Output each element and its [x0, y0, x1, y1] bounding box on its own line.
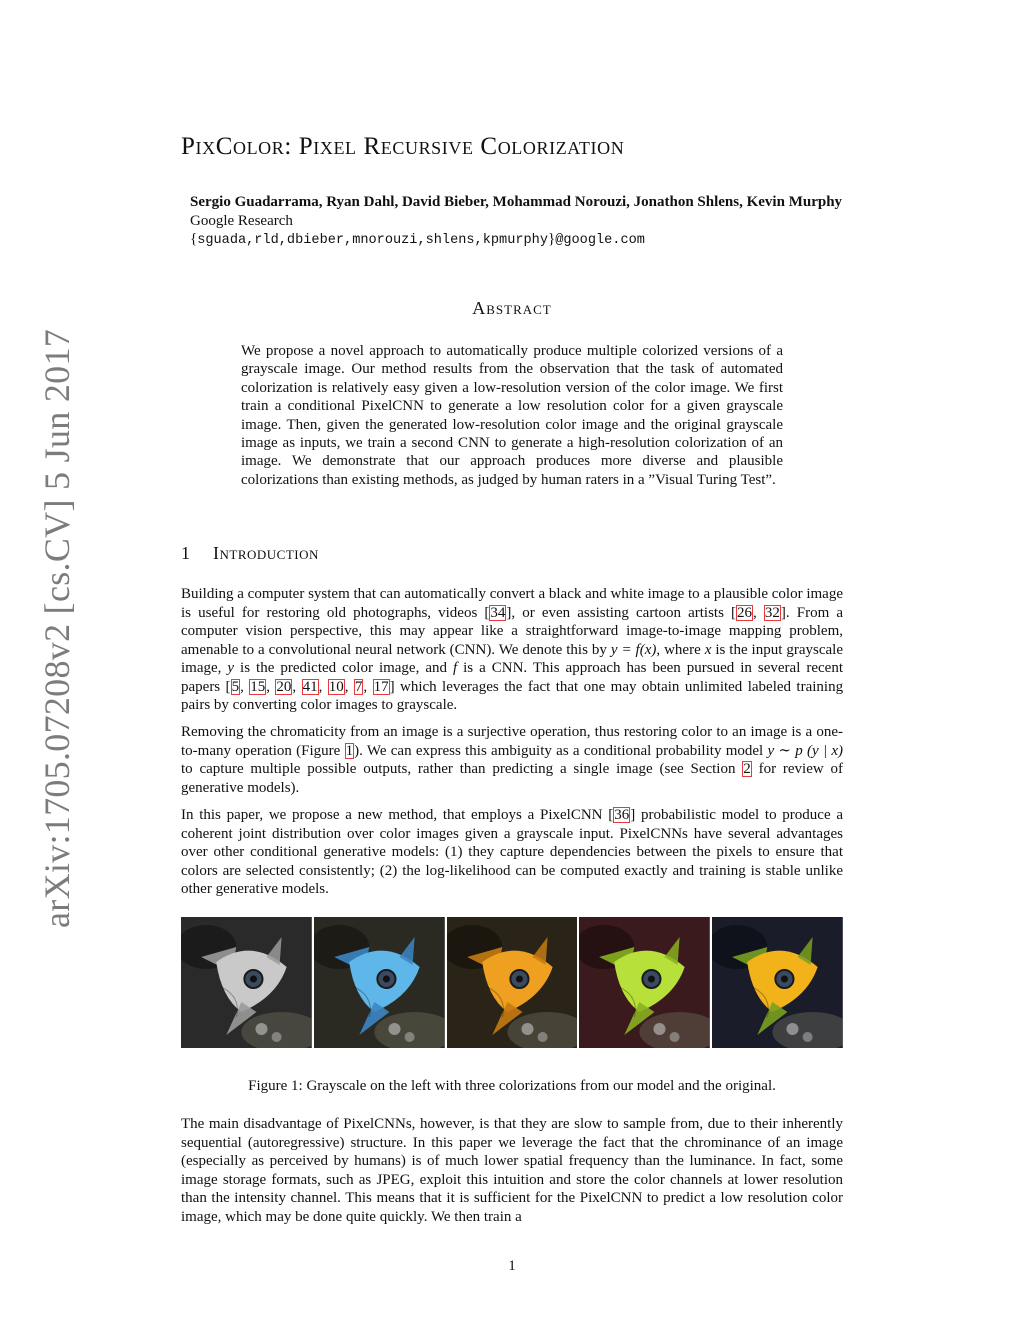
- section-number: 1: [181, 543, 190, 563]
- citation-link[interactable]: 20: [276, 678, 292, 695]
- coral-rock: [255, 1023, 267, 1035]
- figure-panel-colorization-3: [579, 917, 710, 1048]
- fish-illustration: [447, 917, 578, 1048]
- citation-link[interactable]: 34: [490, 604, 506, 621]
- math-inline: y = f(x): [610, 641, 657, 658]
- math-inline: y: [227, 660, 235, 676]
- citation-link[interactable]: 5: [231, 678, 240, 695]
- citation-link[interactable]: 10: [328, 678, 344, 695]
- figure-link[interactable]: 1: [345, 742, 354, 759]
- abstract-heading: Abstract: [472, 298, 552, 318]
- citation-link[interactable]: 36: [614, 807, 630, 823]
- coral-rock: [521, 1023, 533, 1035]
- math-inline: y ∼ p (y | x): [767, 742, 844, 759]
- coral-rock: [272, 1032, 282, 1042]
- email-brace-open: {: [190, 231, 198, 247]
- fish-illustration: [314, 917, 445, 1048]
- fish-pupil: [516, 976, 523, 983]
- coral-rock: [787, 1023, 799, 1035]
- section-title: Introduction: [213, 543, 319, 563]
- figure-panel-original: [712, 917, 843, 1048]
- abstract-body: We propose a novel approach to automatically produce multiple colorized versions of a grayscale image. Our method results from the observation that the task of automated colorization is relatively easy given a low-resolution version of the color image. We first train a conditional PixelCNN to generate a low resolution color for a given grayscale image. Then, given the generated low-resolution color image and the original grayscale image as inputs, we train a second CNN to generate a high-resolution colorization of an image. We demonstrate that our approach produces more diverse and plausible colorizations than existing methods, as judged by human raters in a ”Visual Turing Test”.: [241, 343, 783, 488]
- coral-rock: [537, 1032, 547, 1042]
- section-heading-introduction: [181, 543, 319, 564]
- fish-pupil: [383, 976, 390, 983]
- intro-paragraph-1: Building a computer system that can automatically convert a black and white image to a plausible color image is useful for restoring old photographs, videos [34], or even assisting cartoon artists [26, 32]. From a computer vision perspective, this may appear like a straightforward image-to-image mapping problem, amenable to a convolutional neural network (CNN). We denote this by y = f(x), where x is the input grayscale image, y is the predicted color image, and f is a CNN. This approach has been pursued in several recent papers [5, 15, 20, 41, 10, 7, 17] which leverages the fact that one may obtain unlimited labeled training pairs by converting color images to grayscale.: [181, 586, 844, 713]
- section-link[interactable]: 2: [743, 761, 751, 777]
- coral-rock: [670, 1032, 680, 1042]
- math-inline: f: [452, 660, 458, 676]
- citation-link[interactable]: 26: [737, 604, 753, 621]
- citation-link[interactable]: 17: [373, 678, 389, 695]
- email-users: sguada,rld,dbieber,mnorouzi,shlens,kpmurphy: [197, 233, 548, 248]
- author-emails: [190, 231, 645, 248]
- email-brace-close: }: [547, 231, 556, 247]
- arxiv-identifier: arXiv:1705.07208v2 [cs.CV] 5 Jun 2017: [37, 328, 77, 928]
- math-inline: x: [704, 641, 712, 658]
- fish-pupil: [781, 976, 788, 983]
- coral-rock: [388, 1023, 400, 1035]
- figure-panel-colorization-2: [447, 917, 578, 1048]
- figure-caption: Figure 1: Grayscale on the left with three colorizations from our model and the original.: [248, 1078, 776, 1094]
- coral-rock: [803, 1032, 813, 1042]
- citation-link[interactable]: 15: [250, 678, 266, 695]
- intro-paragraph-4: The main disadvantage of PixelCNNs, however, is that they are slow to sample from, due to their inherently sequential (autoregressive) structure. In this paper we leverage the fact that the chrominance of an image (especially as perceived by humans) is of much lower spatial frequency than the luminance. In fact, some image storage formats, such as JPEG, exploit this intuition and store the color channels at lower resolution than the intensity channel. This means that it is sufficient for the PixelCNN to predict a low resolution color image, which may be done quite quickly. We then train a: [181, 1116, 843, 1225]
- citation-link[interactable]: 41: [302, 678, 318, 695]
- coral-rock: [654, 1023, 666, 1035]
- citation-link[interactable]: 32: [764, 604, 780, 621]
- figure-panel-grayscale: [181, 917, 312, 1048]
- author-list: Sergio Guadarrama, Ryan Dahl, David Bieber, Mohammad Norouzi, Jonathon Shlens, Kevin Murphy: [190, 194, 843, 210]
- fish-illustration: [712, 917, 843, 1048]
- fish-pupil: [648, 976, 655, 983]
- fish-illustration: [181, 917, 312, 1048]
- fish-pupil: [250, 976, 257, 983]
- email-domain: @google.com: [555, 233, 645, 248]
- figure-1-image-strip: [181, 917, 843, 1048]
- fish-illustration: [579, 917, 710, 1048]
- citation-link[interactable]: 7: [354, 678, 363, 695]
- coral-rock: [404, 1032, 414, 1042]
- intro-paragraph-3: In this paper, we propose a new method, that employs a PixelCNN [36] probabilistic model to produce a coherent joint distribution over color images given a grayscale input. PixelCNNs have several advantages over other conditional generative models: (1) they capture dependencies between the pixels to ensure that colors are selected consistently; (2) the log-likelihood can be computed exactly and training is stable unlike other generative models.: [181, 807, 844, 897]
- page-number: 1: [508, 1258, 516, 1274]
- paper-title: PixColor: Pixel Recursive Colorization: [181, 133, 625, 160]
- figure-panel-colorization-1: [314, 917, 445, 1048]
- intro-paragraph-2: Removing the chromaticity from an image is a surjective operation, thus restoring color to an image is a one-to-many operation (Figure 1). We can express this ambiguity as a conditional probability model y ∼ p (y | x) to capture multiple possible outputs, rather than predicting a single image (see Section 2 for review of generative models).: [181, 724, 844, 796]
- affiliation: Google Research: [190, 213, 293, 229]
